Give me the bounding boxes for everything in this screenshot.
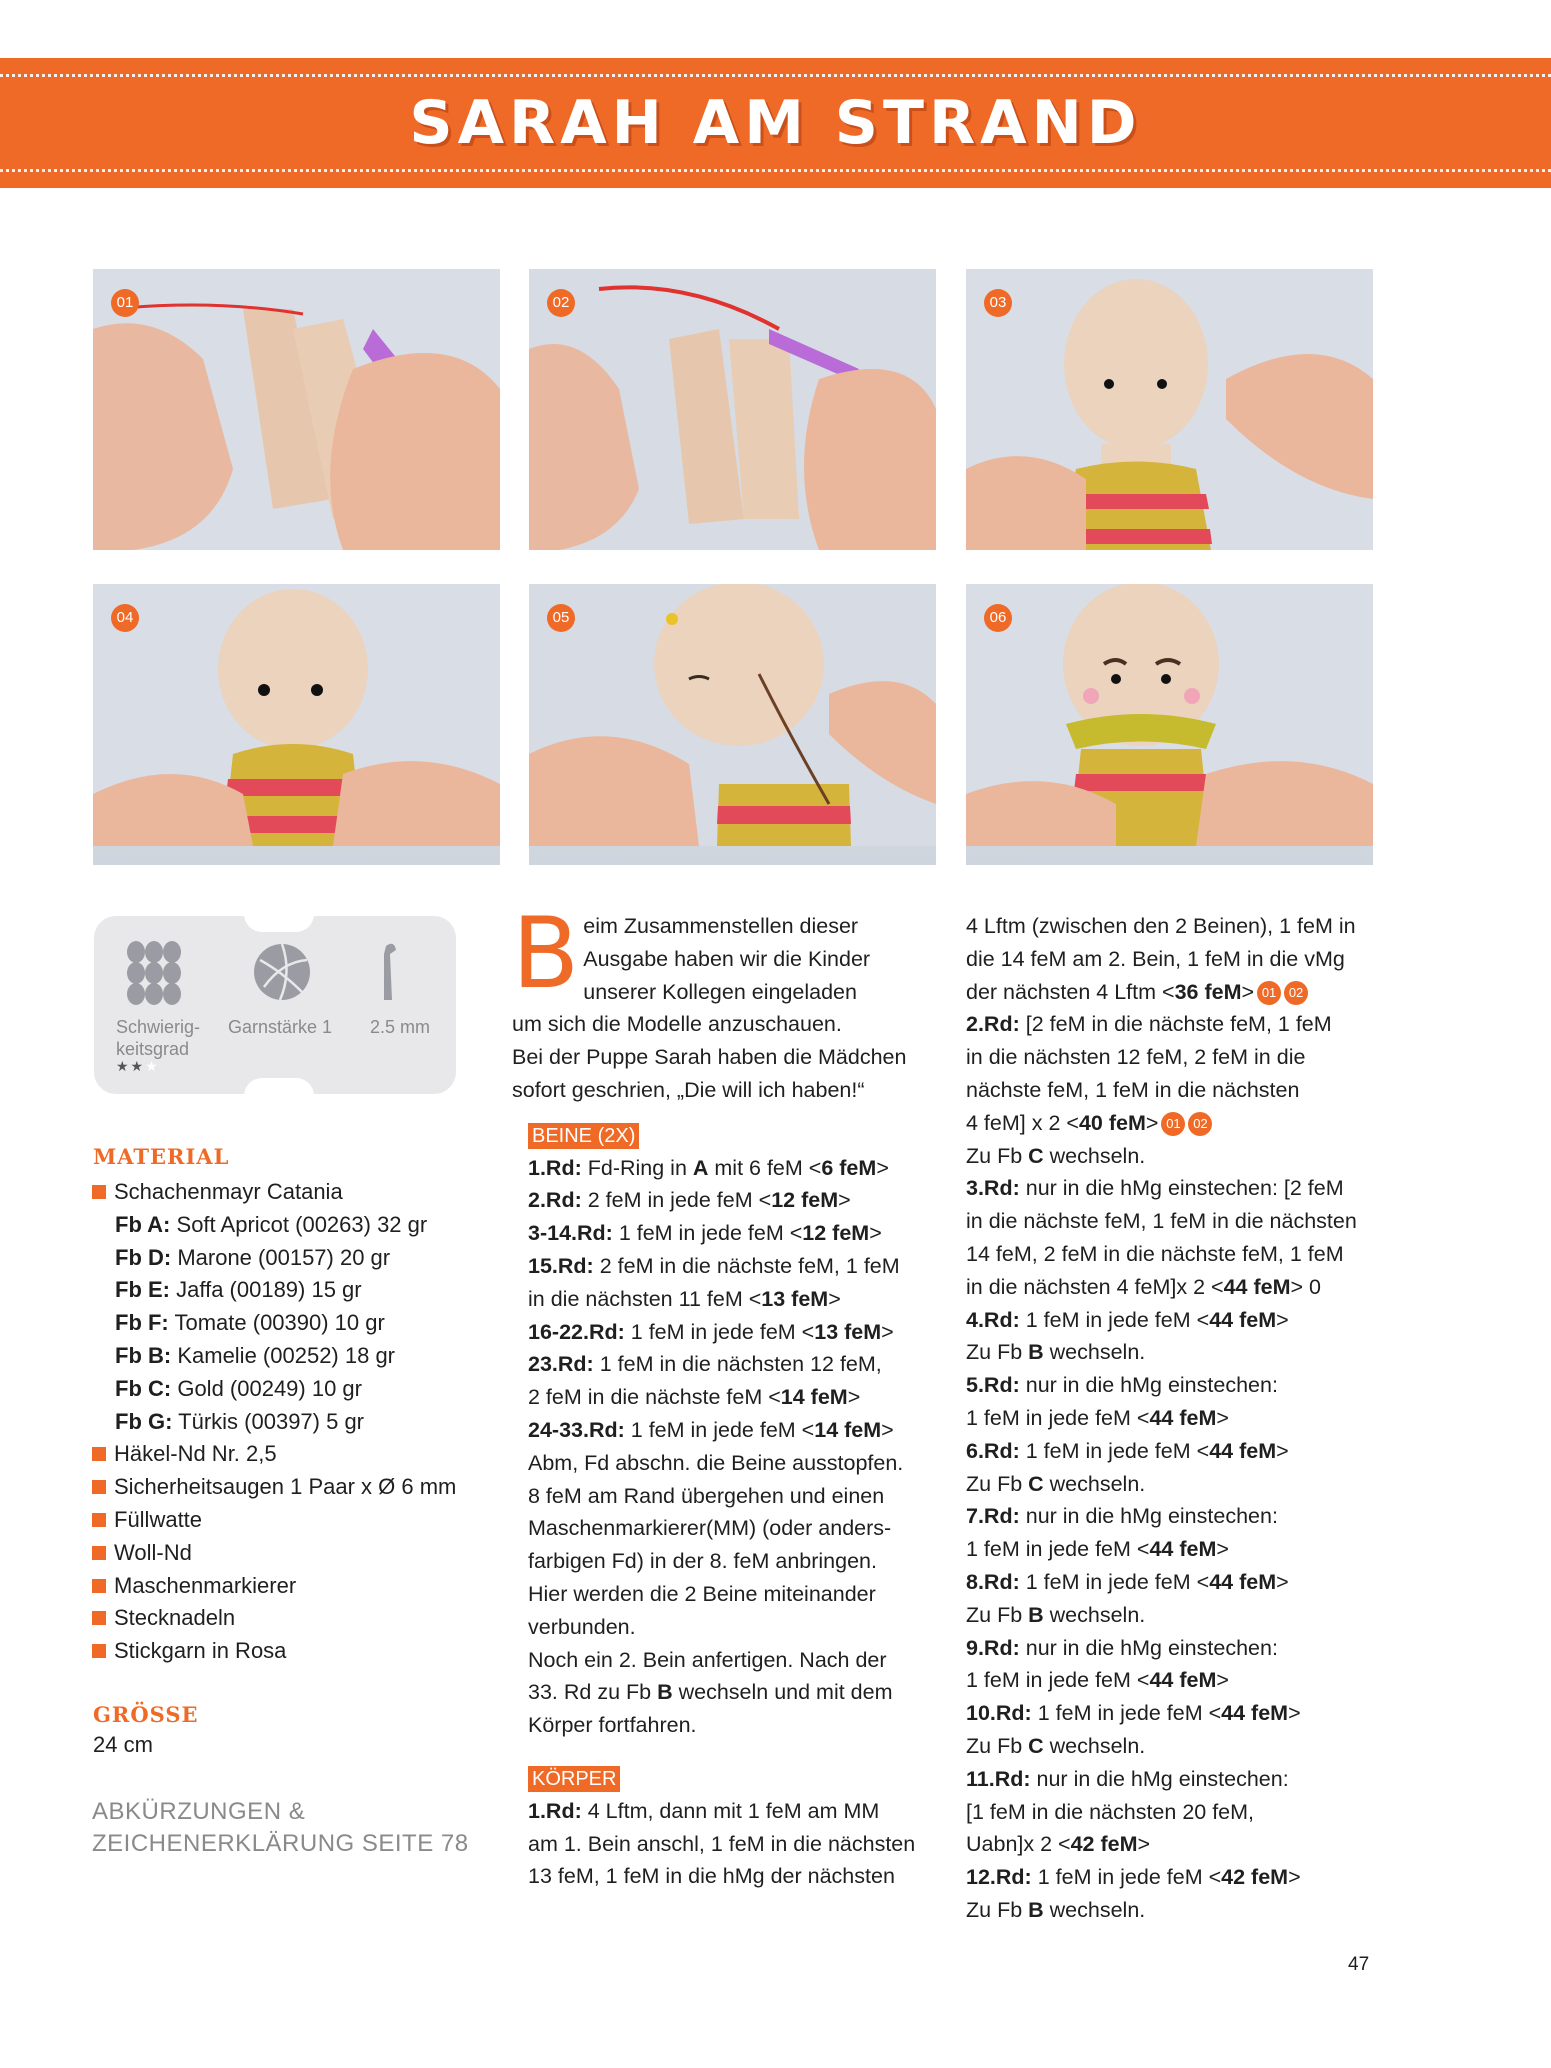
stitch-count: 40 feM: [1078, 1110, 1146, 1135]
list-item: [92, 1274, 472, 1307]
abbreviations-line: ABKÜRZUNGEN &: [92, 1798, 306, 1825]
yarn-name: Schachenmayr Catania: [114, 1179, 343, 1204]
instruction-line: 14 feM, 2 feM in die nächste feM, 1 feM: [966, 1241, 1344, 1266]
intro-paragraph: [512, 897, 932, 1107]
instruction-line: 4 Lftm (zwischen den 2 Beinen), 1 feM in: [966, 914, 1356, 938]
tool-name: Woll-Nd: [114, 1539, 192, 1565]
intro-line: unserer Kollegen eingeladen: [583, 979, 857, 1004]
color-code: Fb B:: [115, 1342, 172, 1368]
round-label: 11.Rd:: [966, 1766, 1031, 1791]
color-name: Soft Apricot (00263) 32 gr: [176, 1211, 428, 1237]
instructions-column-right: [966, 910, 1386, 1927]
round-23-cont: [528, 1381, 932, 1414]
round-text: 1 feM in jede feM <: [1025, 1307, 1210, 1332]
step-number-badge: 06: [984, 604, 1012, 632]
round-label: 3-14.Rd:: [528, 1221, 613, 1246]
color-letter: B: [657, 1680, 673, 1705]
intro-line: sofort geschrien, „Die will ich haben!“: [512, 1077, 865, 1102]
round-text: >: [828, 1286, 841, 1311]
round-text: 1 feM in jede feM <: [966, 1537, 1150, 1562]
round-text: wechseln.: [1043, 1897, 1146, 1922]
intro-line: um sich die Modelle anzuschauen.: [512, 1012, 842, 1037]
color-letter: C: [1028, 1143, 1044, 1168]
step-ref-badge: 01: [1161, 1112, 1185, 1136]
round-text: 33. Rd zu Fb: [528, 1680, 658, 1705]
round-15-cont: [528, 1283, 932, 1316]
round-text: 2 feM in die nächste feM <: [528, 1385, 781, 1410]
list-item: [92, 1340, 472, 1373]
round-label: 5.Rd:: [966, 1373, 1020, 1398]
stitch-count: 14 feM: [814, 1417, 882, 1442]
instruction-line: die 14 feM am 2. Bein, 1 feM in die vMg: [966, 946, 1345, 971]
step-photo-01: [93, 269, 500, 550]
round-text: 2 feM in jede feM <: [587, 1188, 772, 1213]
body-round-8: [966, 1566, 1386, 1599]
list-item: [92, 1570, 472, 1603]
round-text: >: [1276, 1307, 1289, 1332]
round-15: [528, 1250, 932, 1283]
color-letter: C: [1028, 1733, 1044, 1758]
difficulty-card: [94, 916, 456, 1094]
round-text: wechseln.: [1043, 1143, 1146, 1168]
round-3-14: [528, 1217, 932, 1250]
round-label: 7.Rd:: [966, 1504, 1020, 1529]
color-change: [966, 1140, 1386, 1173]
stitch-count: 42 feM: [1070, 1832, 1138, 1857]
round-label: 3.Rd:: [966, 1176, 1020, 1201]
instruction-line: Noch ein 2. Bein anfertigen. Nach der: [528, 1647, 887, 1672]
stitch-count: 12 feM: [771, 1188, 839, 1213]
list-item: [92, 1176, 472, 1209]
bullet: [92, 1447, 106, 1461]
round-label: 6.Rd:: [966, 1438, 1020, 1463]
round-text: wechseln.: [1043, 1471, 1146, 1496]
step-ref-badge: 02: [1188, 1112, 1212, 1136]
round-text: >: [876, 1155, 889, 1180]
bullet: [92, 1644, 106, 1658]
instruction-line: Abm, Fd abschn. die Beine ausstopfen.: [528, 1450, 904, 1475]
instruction-line: 8 feM am Rand übergehen und einen: [528, 1483, 885, 1508]
round-text: 1 feM in jede feM <: [1037, 1865, 1222, 1890]
tool-name: Häkel-Nd Nr. 2,5: [114, 1441, 277, 1467]
color-change: [966, 1468, 1386, 1501]
round-text: > 0: [1290, 1274, 1321, 1299]
round-text: >: [1276, 1569, 1289, 1594]
instruction-line: Maschenmarkierer(MM) (oder anders-: [528, 1516, 892, 1541]
round-text: Zu Fb: [966, 1897, 1029, 1922]
round-text: 4 Lftm, dann mit 1 feM am MM: [587, 1798, 880, 1823]
color-change: [966, 1599, 1386, 1632]
list-item: [92, 1373, 472, 1406]
photo-01-illustration: [93, 269, 500, 550]
step-number-badge: 05: [547, 604, 575, 632]
stitch-count: 13 feM: [761, 1286, 829, 1311]
body-round-4: [966, 1304, 1386, 1337]
card-notch-top: [244, 914, 314, 932]
color-code: Fb D:: [115, 1244, 172, 1270]
spacer: [528, 1742, 932, 1762]
round-text: >: [1288, 1701, 1301, 1726]
round-text: nur in die hMg einstechen:: [1036, 1766, 1289, 1791]
round-text: Zu Fb: [966, 1471, 1029, 1496]
round-text: >: [1288, 1865, 1301, 1890]
round-text: Zu Fb: [966, 1143, 1029, 1168]
round-text: 2 feM in die nächste feM, 1 feM: [599, 1253, 900, 1278]
legs-heading: BEINE (2X): [528, 1123, 639, 1149]
instruction-line: [966, 1664, 1386, 1697]
tool-name: Sicherheitsaugen 1 Paar x Ø 6 mm: [114, 1474, 457, 1500]
stitch-count: 44 feM: [1223, 1274, 1291, 1299]
round-2: [528, 1184, 932, 1217]
round-text: >: [1241, 979, 1255, 1004]
banner-dotted-line-top: [0, 74, 1551, 77]
instruction-line: [966, 1271, 1386, 1304]
stitch-count: 44 feM: [1149, 1537, 1217, 1562]
stitch-count: 44 feM: [1221, 1701, 1289, 1726]
dropcap-letter: B: [512, 897, 580, 1011]
round-text: Zu Fb: [966, 1733, 1029, 1758]
list-item: [92, 1209, 472, 1242]
instruction-line: Körper fortfahren.: [528, 1713, 697, 1738]
instruction-line: [966, 1107, 1386, 1140]
round-text: der nächsten 4 Lftm <: [966, 979, 1175, 1004]
color-code: Fb F:: [115, 1310, 169, 1336]
round-label: 1.Rd:: [528, 1155, 582, 1180]
color-change: [966, 1894, 1386, 1927]
tool-name: Füllwatte: [114, 1506, 203, 1532]
round-text: in die nächsten 11 feM <: [528, 1286, 762, 1311]
round-label: 10.Rd:: [966, 1701, 1032, 1726]
list-item: [92, 1307, 472, 1340]
round-text: Zu Fb: [966, 1340, 1029, 1365]
color-name: Marone (00157) 20 gr: [177, 1244, 391, 1270]
round-text: wechseln.: [1043, 1602, 1146, 1627]
round-text: 4 feM] x 2 <: [966, 1110, 1079, 1135]
list-item: [92, 1471, 472, 1504]
color-name: Kamelie (00252) 18 gr: [177, 1342, 396, 1368]
difficulty-label: Schwierig-keitsgrad: [116, 1017, 201, 1059]
body-round-3: [966, 1172, 1386, 1205]
list-item: [92, 1242, 472, 1275]
instruction-line: [966, 976, 1386, 1009]
step-photo-03: [966, 269, 1373, 550]
step-number-badge: 04: [111, 604, 139, 632]
material-heading: MATERIAL: [93, 1144, 230, 1169]
body-round-7: [966, 1500, 1386, 1533]
intro-line: eim Zusammenstellen dieser: [583, 914, 859, 938]
round-text: 1 feM in jede feM <: [630, 1319, 815, 1344]
list-item: [92, 1438, 472, 1471]
round-label: 8.Rd:: [966, 1569, 1020, 1594]
tool-name: Stickgarn in Rosa: [114, 1638, 287, 1664]
color-change: [966, 1336, 1386, 1369]
stitch-count: 6 feM: [821, 1155, 877, 1180]
round-text: >: [1276, 1438, 1289, 1463]
stitch-count: 44 feM: [1209, 1438, 1277, 1463]
color-code: Fb E:: [115, 1277, 170, 1303]
bullet: [92, 1611, 106, 1625]
body-round-12: [966, 1861, 1386, 1894]
round-text: Fd-Ring in: [587, 1155, 693, 1180]
list-item: [92, 1406, 472, 1439]
body-round-5: [966, 1369, 1386, 1402]
round-text: >: [847, 1385, 861, 1410]
color-letter: B: [1028, 1340, 1044, 1365]
round-text: 1 feM in jede feM <: [966, 1405, 1150, 1430]
photo-06-illustration: [966, 584, 1373, 846]
round-text: >: [1137, 1832, 1151, 1857]
round-text: 1 feM in jede feM <: [1037, 1701, 1222, 1726]
round-text: 1 feM in jede feM <: [1025, 1569, 1210, 1594]
round-label: 9.Rd:: [966, 1635, 1020, 1660]
photo-04-illustration: [93, 584, 500, 846]
instruction-line: nächste feM, 1 feM in die nächsten: [966, 1077, 1300, 1102]
round-text: Zu Fb: [966, 1602, 1029, 1627]
stitch-count: 44 feM: [1209, 1569, 1277, 1594]
instruction-line: [966, 1402, 1386, 1435]
instruction-line: in die nächsten 12 feM, 2 feM in die: [966, 1045, 1306, 1070]
round-text: wechseln.: [1043, 1340, 1146, 1365]
list-item: [92, 1635, 472, 1668]
round-text: nur in die hMg einstechen:: [1025, 1373, 1278, 1398]
difficulty-stars: [116, 1058, 160, 1075]
color-code: Fb A:: [115, 1211, 171, 1237]
round-text: 1 feM in jede feM <: [630, 1417, 815, 1442]
round-text: 1 feM in jede feM <: [1025, 1438, 1210, 1463]
round-text: >: [881, 1319, 894, 1344]
photo-02-illustration: [529, 269, 936, 550]
bullet: [92, 1579, 106, 1593]
list-item: [92, 1537, 472, 1570]
round-text: 1 feM in jede feM <: [618, 1221, 803, 1246]
tool-name: Maschenmarkierer: [114, 1572, 297, 1598]
round-text: >: [1216, 1537, 1229, 1562]
round-label: 4.Rd:: [966, 1307, 1020, 1332]
round-label: 12.Rd:: [966, 1865, 1032, 1890]
round-text: >: [881, 1417, 894, 1442]
color-name: Türkis (00397) 5 gr: [178, 1408, 365, 1434]
legs-section: [512, 1107, 932, 1893]
round-text: in die nächsten 4 feM]x 2 <: [966, 1274, 1224, 1299]
color-letter: A: [692, 1155, 709, 1180]
list-item: [92, 1602, 472, 1635]
color-name: Tomate (00390) 10 gr: [174, 1310, 385, 1336]
size-heading: GRÖSSE: [93, 1702, 199, 1727]
round-text: nur in die hMg einstechen: [2 feM: [1025, 1176, 1344, 1201]
color-name: Gold (00249) 10 gr: [177, 1375, 362, 1401]
instruction-line: [1 feM in die nächsten 20 feM,: [966, 1799, 1255, 1824]
photo-03-illustration: [966, 269, 1373, 550]
step-photo-06: [966, 584, 1373, 865]
round-text: >: [869, 1221, 882, 1246]
round-label: 15.Rd:: [528, 1253, 594, 1278]
round-1: [528, 1152, 932, 1185]
stitch-count: 14 feM: [780, 1385, 848, 1410]
list-item: [92, 1504, 472, 1537]
bullet: [92, 1513, 106, 1527]
round-label: 1.Rd:: [528, 1798, 582, 1823]
instruction-line: 13 feM, 1 feM in die hMg der nächsten: [528, 1864, 895, 1889]
step-number-badge: 03: [984, 289, 1012, 317]
round-24-33: [528, 1414, 932, 1447]
page-number: 47: [1348, 1954, 1370, 1975]
step-photo-02: [529, 269, 936, 550]
round-16-22: [528, 1316, 932, 1349]
round-text: 1 feM in jede feM <: [966, 1668, 1150, 1693]
stitch-count: 44 feM: [1209, 1307, 1277, 1332]
body-round-2: [966, 1008, 1386, 1041]
round-text: wechseln.: [1043, 1733, 1146, 1758]
crochet-hook-icon: [376, 940, 406, 1006]
intro-line: Ausgabe haben wir die Kinder: [583, 946, 871, 971]
round-text: >: [1216, 1668, 1229, 1693]
body-round-10: [966, 1697, 1386, 1730]
round-text: 1 feM in die nächsten 12 feM,: [599, 1352, 882, 1377]
color-code: Fb C:: [115, 1375, 172, 1401]
color-change: [966, 1730, 1386, 1763]
body-round-6: [966, 1435, 1386, 1468]
round-23: [528, 1348, 932, 1381]
banner-dotted-line-bottom: [0, 169, 1551, 172]
body-round-11: [966, 1763, 1386, 1796]
step-photo-05: [529, 584, 936, 865]
instructions-column-middle: [512, 897, 932, 1893]
instruction-line: farbigen Fd) in der 8. feM anbringen.: [528, 1549, 877, 1574]
material-list: [92, 1176, 472, 1668]
intro-line: Bei der Puppe Sarah haben die Mädchen: [512, 1045, 907, 1070]
step-ref-badge: 01: [1257, 981, 1281, 1005]
yarn-ball-icon: [252, 942, 312, 1002]
instruction-line: am 1. Bein anschl, 1 feM in die nächsten: [528, 1831, 916, 1856]
stitch-count: 36 feM: [1174, 979, 1242, 1004]
round-text: >: [1145, 1110, 1159, 1135]
stitch-count: 42 feM: [1221, 1865, 1289, 1890]
yarn-weight-label: Garnstärke 1: [228, 1017, 333, 1037]
step-number-badge: 01: [111, 289, 139, 317]
filled-stars: ★★: [116, 1058, 146, 1074]
stitch-count: 44 feM: [1149, 1668, 1217, 1693]
round-label: 16-22.Rd:: [528, 1319, 625, 1344]
round-label: 2.Rd:: [966, 1012, 1020, 1037]
step-photo-04: [93, 584, 500, 865]
title-banner: [0, 58, 1551, 188]
stitch-count: 44 feM: [1149, 1405, 1217, 1430]
page-title: SARAH AM STRAND: [409, 88, 1142, 158]
round-text: wechseln und mit dem: [672, 1680, 893, 1705]
abbreviations-line: ZEICHENERKLÄRUNG SEITE 78: [92, 1830, 469, 1857]
instruction-line: [528, 1676, 932, 1709]
round-text: nur in die hMg einstechen:: [1025, 1635, 1278, 1660]
tool-name: Stecknadeln: [114, 1605, 236, 1631]
instruction-line: in die nächste feM, 1 feM in die nächsten: [966, 1209, 1357, 1234]
stitch-count: 13 feM: [814, 1319, 882, 1344]
color-letter: C: [1028, 1471, 1044, 1496]
instruction-line: verbunden.: [528, 1614, 636, 1639]
round-label: 23.Rd:: [528, 1352, 594, 1377]
size-value: 24 cm: [93, 1732, 153, 1757]
round-label: 24-33.Rd:: [528, 1417, 625, 1442]
instruction-line: Hier werden die 2 Beine miteinander: [528, 1581, 876, 1606]
stitch-count: 12 feM: [802, 1221, 870, 1246]
bullet: [92, 1480, 106, 1494]
instruction-line: [966, 1533, 1386, 1566]
hook-size-label: 2.5 mm: [370, 1017, 431, 1037]
step-number-badge: 02: [547, 289, 575, 317]
color-letter: B: [1028, 1897, 1044, 1922]
knit-stitch-icon: [126, 940, 190, 1006]
color-letter: B: [1028, 1602, 1044, 1627]
color-name: Jaffa (00189) 15 gr: [176, 1277, 362, 1303]
round-text: nur in die hMg einstechen:: [1025, 1504, 1278, 1529]
abbreviations-note: [92, 1796, 492, 1860]
body-round-1: [528, 1795, 932, 1828]
round-text: mit 6 feM <: [708, 1155, 822, 1180]
bullet: [92, 1185, 106, 1199]
round-label: 2.Rd:: [528, 1188, 582, 1213]
body-heading: KÖRPER: [528, 1766, 620, 1792]
round-text: [2 feM in die nächste feM, 1 feM: [1025, 1012, 1332, 1037]
round-text: >: [1216, 1405, 1229, 1430]
round-text: Uabn]x 2 <: [966, 1832, 1071, 1857]
card-notch-bottom: [244, 1078, 314, 1096]
step-ref-badge: 02: [1284, 981, 1308, 1005]
body-round-9: [966, 1632, 1386, 1665]
color-code: Fb G:: [115, 1408, 173, 1434]
empty-star: ★: [145, 1058, 160, 1074]
round-text: >: [838, 1188, 851, 1213]
bullet: [92, 1546, 106, 1560]
instruction-line: [966, 1828, 1386, 1861]
photo-05-illustration: [529, 584, 936, 846]
